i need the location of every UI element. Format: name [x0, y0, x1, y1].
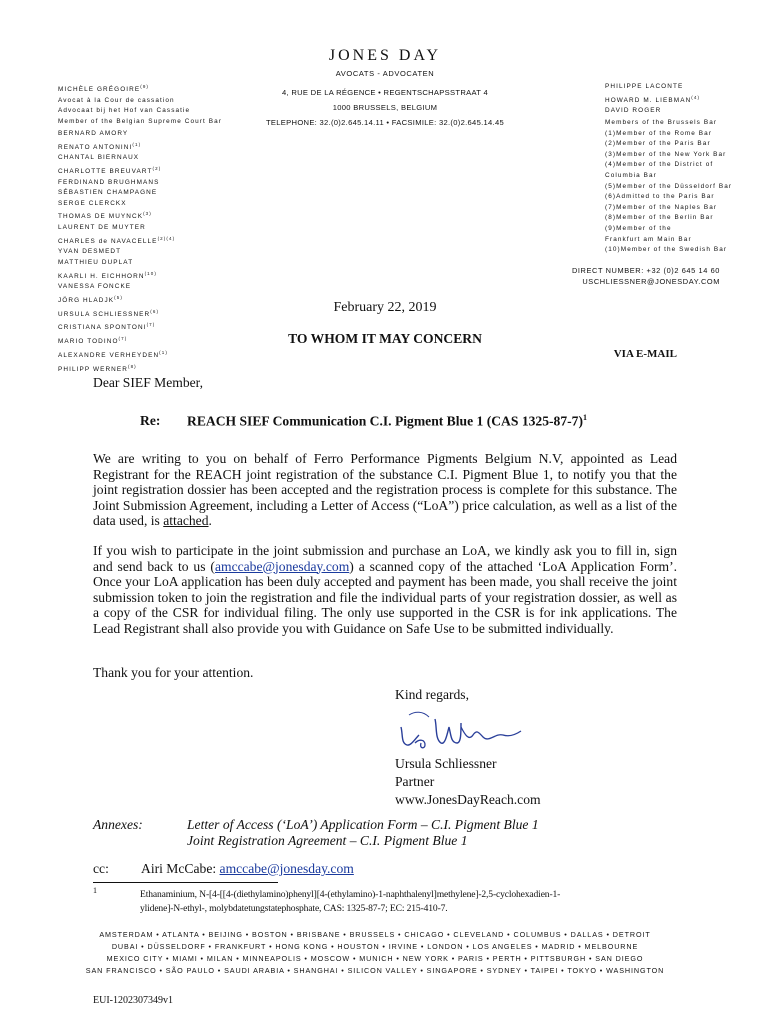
partner-name: FERDINAND BRUGHMANS	[58, 178, 160, 186]
firm-name: JONES DAY	[328, 47, 442, 64]
signer-website: www.JonesDayReach.com	[395, 792, 541, 807]
partner-name: CHANTAL BIERNAUX	[58, 154, 140, 162]
partner-name: CHARLOTTE BREUVART$^{(2)}$	[58, 165, 162, 176]
attached-link[interactable]: attached	[163, 513, 209, 529]
annexes-list	[187, 817, 539, 849]
cc-recipient: Airi McCabe: amccabe@jonesday.com	[141, 861, 354, 876]
re-label: Re:	[140, 413, 161, 428]
footnote-number: 1	[93, 886, 97, 895]
re-subject: REACH SIEF Communication C.I. Pigment Blue 1 (CAS 1325-87-7)$^1$	[187, 413, 587, 429]
direct-number: DIRECT NUMBER: +32 (0)2 645 14 60	[571, 266, 720, 275]
office-locations	[60, 929, 690, 977]
bar-note: (6)Admitted to the Paris Bar	[605, 193, 715, 201]
bar-note: (4)Member of the District of	[605, 161, 714, 169]
partner-name: CRISTIANA SPONTONI$^{(7)}$	[58, 322, 156, 332]
partner-name: KAARLI H. EICHHORN$^{(10)}$	[58, 270, 157, 280]
partner-name: SERGE CLERCKX	[58, 199, 127, 207]
office-line: DUBAI • DÜSSELDORF • FRANKFURT • HONG KONG • HOUSTON • IRVINE • LONDON • LOS ANGELES • MADRID • MELBOURNE	[111, 942, 639, 951]
bar-note: (3)Member of the New York Bar	[605, 150, 727, 158]
partner-name: CHARLES de $NAVACELLE^{(2)(4)}$	[58, 235, 176, 245]
office-city-line: 1000 BRUSSELS, BELGIUM	[332, 103, 438, 112]
bar-note: (7)Member of the Naples Bar	[605, 203, 718, 211]
paragraph-2: If you wish to participate in the joint submission and purchase an LoA, we kindly ask you to fill in, sign and send back to us (amccabe@jonesday.com) a scanned copy of the attached ‘LoA Application Form’. Once your LoA application has been duly accepted and payment has been made, you shall receive the joint submission token to join the registration and file the individual parts of your registration dossier, as well as a copy of the CSR for individual filing. The only use supported in the CSR is for ink applications. The Lead Registrant shall also provide you with Guidance on Safe Use to be submitted individually.	[93, 543, 677, 636]
partner-name: MATTHIEU DUPLAT	[58, 259, 134, 267]
letter-title: TO WHOM IT MAY CONCERN	[288, 331, 482, 346]
partner-name: BERNARD AMORY	[58, 130, 129, 137]
document-id: EUI-1202307349v1	[93, 995, 173, 1006]
office-line: MEXICO CITY • MIAMI • MILAN • MINNEAPOLIS • MOSCOW • MUNICH • NEW YORK • PARIS • PERTH • PITTSBURGH • SAN DIEGO	[106, 954, 644, 963]
footnote-line: ylidene]-N-ethyl-, molybdatetungstatephosphate, CAS: 1325-87-7; EC: 215-410-7.	[140, 903, 448, 914]
paragraph-1: We are writing to you on behalf of Ferro Performance Pigments Belgium N.V, appointed as Lead Registrant for the REACH joint registration of the substance C.I. Pigment Blue 1, to notify you that the joint registration dossier has been accepted and the registration process is complete for this substance. The Joint Submission Agreement, including a Letter of Access (“LoA”) price calculation, as well as a list of the data used, is attached.	[93, 451, 677, 529]
closing-thanks: Thank you for your attention.	[93, 665, 254, 680]
annex-item: Letter of Access (‘LoA’) Application Form – C.I. Pigment Blue 1	[187, 817, 539, 832]
signer-name: Ursula Schliessner	[395, 756, 497, 771]
bar-note: Members of the Brussels Bar	[605, 119, 718, 126]
footnote-divider	[93, 882, 278, 883]
delivery-method: VIA E-MAIL	[613, 348, 677, 360]
partner-name: HOWARD M. LIEBMAN$^{(4)}$	[605, 94, 701, 104]
left-top-line: Advocaat bij het Hof van Cassatie	[58, 107, 191, 115]
partner-name: THOMAS DE MUYNCK$^{(3)}$	[58, 211, 152, 221]
partner-name: URSULA SCHLIESSNER$^{(6)}$	[58, 308, 160, 318]
office-line: SAN FRANCISCO • SÃO PAULO • SAUDI ARABIA • SHANGHAI • SILICON VALLEY • SINGAPORE • SYDNEY • TAIPEI • TOKYO • WASHINGTON	[85, 966, 665, 975]
partner-name: RENATO ANTONINI$^{(1)}$	[58, 141, 142, 151]
bar-note: (9)Member of the	[605, 224, 672, 232]
firm-subtitle: AVOCATS - ADVOCATEN	[335, 69, 435, 78]
signature-block	[395, 755, 541, 809]
bar-note: (10)Member of the Swedish Bar	[605, 246, 728, 254]
email-link[interactable]: amccabe@jonesday.com	[214, 558, 350, 574]
salutation: Dear SIEF Member,	[93, 375, 204, 390]
right-partner-list	[605, 82, 700, 117]
left-top-line: MICHÈLE GRÉGOIRE$^{(9)}$	[58, 84, 150, 94]
letter-date: February 22, 2019	[333, 300, 437, 315]
office-line: AMSTERDAM • ATLANTA • BEIJING • BOSTON • BRISBANE • BRUSSELS • CHICAGO • CLEVELAND • COLUMBUS • DALLAS • DETROIT	[99, 930, 651, 939]
kind-regards: Kind regards,	[395, 687, 469, 702]
cc-label: cc:	[93, 861, 109, 876]
partner-name: SÉBASTIEN CHAMPAGNE	[58, 189, 158, 197]
annex-item: Joint Registration Agreement – C.I. Pigment Blue 1	[187, 833, 468, 848]
bar-note: Columbia Bar	[605, 171, 657, 179]
partner-name: YVAN DESMEDT	[58, 248, 122, 256]
left-partner-list-top	[58, 82, 222, 128]
partner-name: JÖRG HLADJK$^{(5)}$	[58, 294, 123, 305]
office-address-line: 4, RUE DE LA RÉGENCE • REGENTSCHAPSSTRAAT 4	[281, 88, 488, 97]
partner-name: ALEXANDRE VERHEYDEN$^{(1)}$	[58, 349, 168, 359]
partner-name: PHILIPP WERNER$^{(8)}$	[58, 363, 137, 373]
bar-note: Frankfurt am Main Bar	[605, 235, 692, 243]
left-top-line: Member of the Belgian Supreme Court Bar	[58, 117, 223, 125]
signer-title: Partner	[395, 774, 435, 789]
footnote-line: Ethanaminium, N-[4-[[4-(diethylamino)phenyl][4-(ethylamino)-1-naphthalenyl]methylene]-2,5-cyclohexadien-1-	[140, 889, 561, 900]
partner-name: MARIO TODINO$^{(7)}$	[58, 336, 128, 346]
bar-note: (2)Member of the Paris Bar	[605, 140, 711, 148]
footnote-text	[140, 888, 560, 916]
author-email: USCHLIESSNER@JONESDAY.COM	[582, 277, 720, 286]
annexes-label: Annexes:	[93, 817, 143, 832]
partner-name: PHILIPPE LACONTE	[605, 83, 684, 90]
bar-note: (5)Member of the Düsseldorf Bar	[605, 182, 733, 190]
office-phone-line: TELEPHONE: 32.(0)2.645.14.11 • FACSIMILE: 32.(0)2.645.14.45	[265, 118, 505, 127]
partner-name: VANESSA FONCKE	[58, 283, 132, 291]
left-top-line: Avocat à la Cour de cassation	[58, 96, 175, 104]
bar-note: (8)Member of the Berlin Bar	[605, 214, 714, 222]
signature	[395, 705, 525, 755]
partner-name: DAVID ROGER	[605, 107, 662, 115]
bar-membership-notes	[605, 118, 732, 256]
bar-note: (1)Member of the Rome Bar	[605, 129, 713, 137]
partner-name: LAURENT DE MUYTER	[58, 224, 146, 232]
cc-email-link[interactable]: amccabe@jonesday.com	[219, 861, 354, 876]
